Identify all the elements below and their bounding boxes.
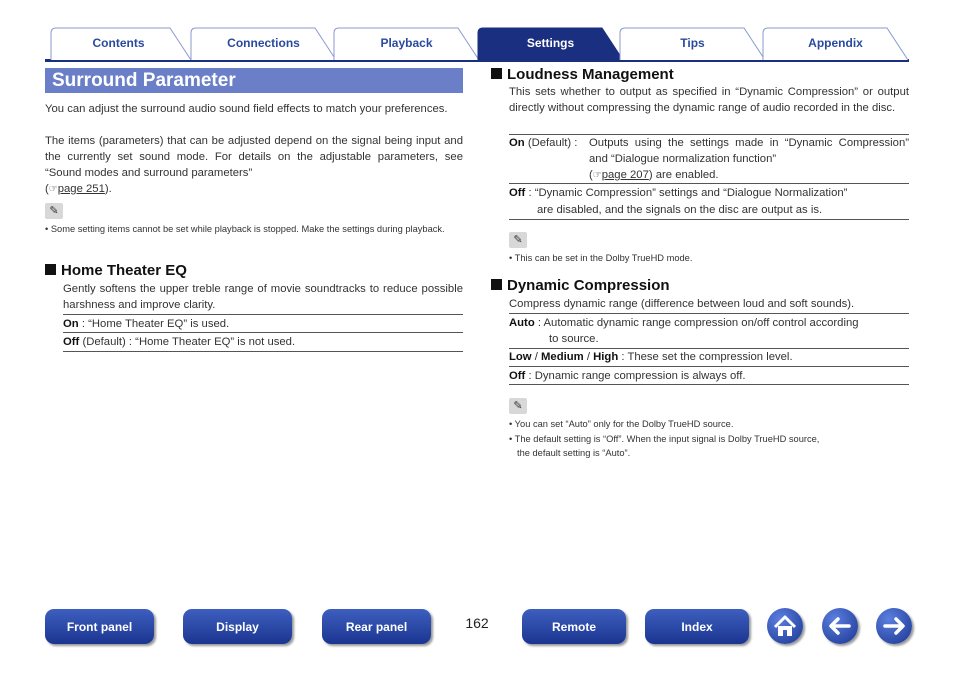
note-default-setting-cont: the default setting is “Auto”.: [517, 448, 631, 458]
home-button[interactable]: [767, 608, 803, 644]
option-text: : “Home Theater EQ” is used.: [78, 318, 230, 330]
divider: [63, 314, 463, 315]
dynamic-auto-option-cont: to source.: [549, 333, 599, 345]
note-auto-truehd: • You can set “Auto” only for the Dolby TrueHD source.: [509, 419, 734, 429]
tab-connections[interactable]: [190, 27, 337, 60]
option-key-medium: Medium: [541, 351, 584, 363]
note-playback-stopped: • Some setting items cannot be set while playback is stopped. Make the settings during playback.: [45, 224, 445, 234]
tab-tips[interactable]: [619, 27, 766, 60]
loudness-on-key: [509, 135, 589, 151]
home-theater-eq-desc: Gently softens the upper treble range of movie soundtracks to reduce possible harshness and improve clarity.: [63, 283, 463, 311]
loudness-management-desc: This sets whether to output as specified in “Dynamic Compression” or output directly without compressing the dynamic range of audio recorded in the disc.: [509, 86, 909, 114]
divider: [63, 332, 463, 333]
ref-open-paren: (: [589, 169, 593, 181]
dynamic-level-option: [509, 349, 793, 365]
home-theater-eq-on-option: [63, 316, 229, 332]
arrow-right-icon: [876, 608, 912, 644]
tab-label: Contents: [92, 36, 145, 50]
rear-panel-button[interactable]: Rear panel: [322, 609, 431, 644]
pencil-icon: ✎: [509, 232, 527, 248]
tab-settings[interactable]: [477, 27, 624, 60]
bullet-square-icon: [491, 279, 502, 290]
tab-label: Tips: [680, 36, 705, 50]
back-button[interactable]: [822, 608, 858, 644]
front-panel-button[interactable]: Front panel: [45, 609, 154, 644]
pencil-icon: ✎: [509, 398, 527, 414]
intro-details-text: The items (parameters) that can be adjusted depend on the signal being input and the currently set sound mode. For details on the adjustable parameters, see “Sound modes and surround parameters”: [45, 135, 463, 179]
home-theater-eq-off-option: [63, 334, 295, 350]
intro-details-paragraph: [45, 133, 463, 198]
ref-close-paren: ).: [104, 183, 112, 195]
heading-text: Dynamic Compression: [507, 277, 670, 294]
pointing-hand-icon: ☞: [48, 184, 58, 195]
divider: [509, 366, 909, 367]
separator: /: [583, 351, 594, 363]
tab-contents[interactable]: [45, 27, 192, 60]
dynamic-auto-option: [509, 315, 859, 331]
tab-playback[interactable]: [333, 27, 480, 60]
tab-label: Appendix: [808, 36, 863, 50]
option-key: On: [63, 318, 79, 330]
index-button[interactable]: Index: [645, 609, 749, 644]
page-number: 162: [465, 615, 489, 631]
page-251-link[interactable]: page 251: [57, 183, 105, 195]
page-207-link[interactable]: page 207: [601, 169, 649, 181]
loudness-off-option: [509, 185, 847, 201]
intro-paragraph: You can adjust the surround audio sound field effects to match your preferences.: [45, 103, 448, 115]
option-text: Outputs using the settings made in “Dynamic Compression” and “Dialogue normalization function”: [589, 137, 909, 165]
divider: [63, 351, 463, 352]
dynamic-compression-heading: [491, 277, 670, 295]
option-key: Auto: [509, 317, 535, 329]
display-button[interactable]: Display: [183, 609, 292, 644]
pointing-hand-icon: ☞: [592, 170, 602, 181]
heading-text: Loudness Management: [507, 66, 674, 83]
option-key: Off: [63, 336, 80, 348]
option-key: On: [509, 137, 525, 149]
option-key: Off: [509, 187, 526, 199]
loudness-off-option-cont: are disabled, and the signals on the disc are output as is.: [537, 204, 823, 216]
heading-text: Home Theater EQ: [61, 262, 187, 279]
separator: /: [531, 351, 542, 363]
note-dolby-truehd: • This can be set in the Dolby TrueHD mode.: [509, 253, 693, 263]
option-key: Off: [509, 370, 526, 382]
tab-label: Settings: [526, 36, 575, 50]
pencil-icon: ✎: [45, 203, 63, 219]
note-default-setting: • The default setting is “Off”. When the input signal is Dolby TrueHD source,: [509, 434, 820, 444]
dynamic-compression-desc: Compress dynamic range (difference between loud and soft sounds).: [509, 298, 855, 310]
bullet-square-icon: [45, 264, 56, 275]
home-theater-eq-heading: [45, 262, 187, 280]
tab-label: Playback: [380, 36, 433, 50]
ref-open-paren: (: [45, 183, 49, 195]
option-text: : “Dynamic Compression” settings and “Dialogue Normalization”: [525, 187, 848, 199]
bullet-square-icon: [491, 68, 502, 79]
remote-button[interactable]: Remote: [522, 609, 626, 644]
option-text: : Dynamic range compression is always off.: [525, 370, 746, 382]
option-key-low: Low: [509, 351, 532, 363]
ref-close-text: ) are enabled.: [648, 169, 719, 181]
option-key-high: High: [593, 351, 619, 363]
option-text: (Default) : “Home Theater EQ” is not used.: [79, 336, 296, 348]
option-default: (Default) :: [524, 137, 578, 149]
option-text: : Automatic dynamic range compression on/off control according: [534, 317, 859, 329]
option-text: : These set the compression level.: [618, 351, 793, 363]
tab-appendix[interactable]: [762, 27, 909, 60]
loudness-management-heading: [491, 66, 674, 84]
page-title: Surround Parameter: [45, 68, 463, 93]
home-icon: [767, 608, 803, 644]
divider: [509, 384, 909, 385]
forward-button[interactable]: [876, 608, 912, 644]
arrow-left-icon: [822, 608, 858, 644]
divider: [509, 219, 909, 220]
divider: [509, 313, 909, 314]
tab-label: Connections: [227, 36, 300, 50]
loudness-on-text: [589, 135, 909, 184]
divider: [509, 183, 909, 184]
dynamic-off-option: [509, 368, 745, 384]
